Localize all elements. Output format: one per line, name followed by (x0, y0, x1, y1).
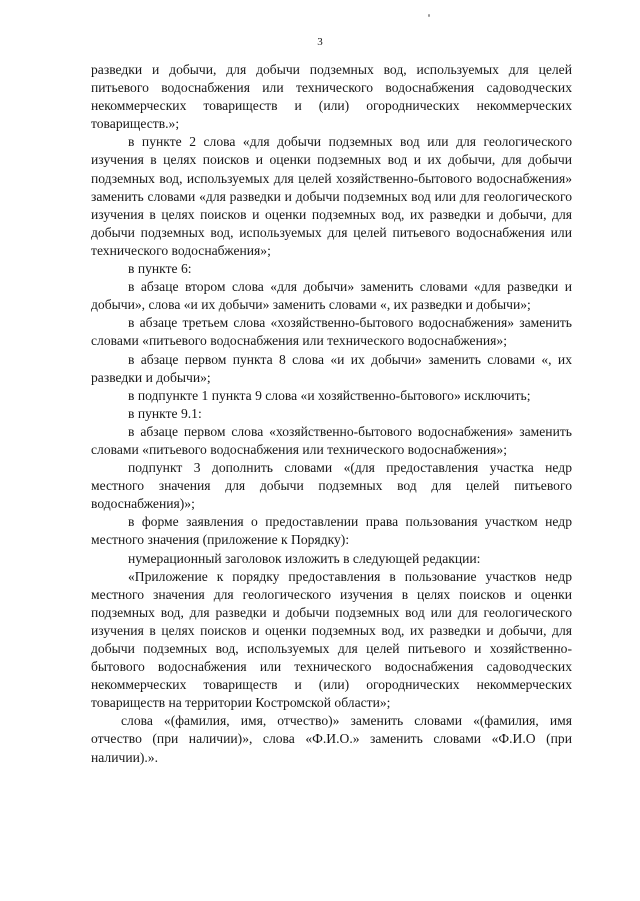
paragraph-2: в пункте 2 слова «для добычи подземных вод или для геологического изучения в целях поисков и оценки подземных вод и их добычи, для добычи подземных вод, используемых для целей хозяйственно-бытового водоснабжения» заменить словами «для разведки и добычи подземных вод или для геологического изучения в целях поисков и оценки подземных вод, их разведки и добычи, для добычи подземных вод, используемых для целей питьевого водоснабжения или технического водоснабжения»; (91, 134, 572, 258)
document-body (91, 61, 572, 767)
page-number: 3 (317, 36, 323, 48)
paragraph-11: в форме заявления о предоставлении права пользования участком недр местного значения (приложение к Порядку): (91, 514, 572, 548)
paragraph-13: «Приложение к порядку предоставления в пользование участков недр местного значения для геологического изучения в целях поисков и оценки подземных вод, для разведки и добычи подземных вод или для геологического изучения в целях поисков и оценки подземных вод, их разведки и добычи, для добычи подземных вод, используемых для целей питьевого и хозяйственно-бытового водоснабжения или технического водоснабжения садоводческих некоммерческих товариществ и (или) огороднических некоммерческих товариществ на территории Костромской области»; (91, 568, 572, 711)
paragraph-3: в пункте 6: (128, 261, 192, 277)
paragraph-5: в абзаце третьем слова «хозяйственно-бытового водоснабжения» заменить словами «питьевого водоснабжения или технического водоснабжения»; (91, 315, 572, 349)
paragraph-1: разведки и добычи, для добычи подземных вод, используемых для целей питьевого водоснабжения или технического водоснабжения садоводческих некоммерческих товариществ и (или) огороднических некоммерческих товариществ.»; (91, 62, 572, 132)
paragraph-6: в абзаце первом пункта 8 слова «и их добычи» заменить словами «, их разведки и добычи»; (91, 351, 572, 385)
paragraph-10: подпункт 3 дополнить словами «(для предоставления участка недр местного значения для добычи подземных вод для целей питьевого водоснабжения)»; (91, 460, 572, 512)
paragraph-14: слова «(фамилия, имя, отчество)» заменить словами «(фамилия, имя отчество (при наличии)», слова «Ф.И.О.» заменить словами «Ф.И.О (при наличии).». (91, 713, 572, 765)
scan-speck (428, 14, 430, 17)
paragraph-8: в пункте 9.1: (128, 405, 202, 421)
paragraph-7: в подпункте 1 пункта 9 слова «и хозяйственно-бытового» исключить; (128, 387, 531, 403)
paragraph-4: в абзаце втором слова «для добычи» заменить словами «для разведки и добычи», слова «и их добычи» заменить словами «, их разведки и добычи»; (91, 279, 572, 313)
paragraph-9: в абзаце первом слова «хозяйственно-бытового водоснабжения» заменить словами «питьевого водоснабжения или технического водоснабжения»; (91, 423, 572, 457)
paragraph-12: нумерационный заголовок изложить в следующей редакции: (128, 550, 481, 566)
